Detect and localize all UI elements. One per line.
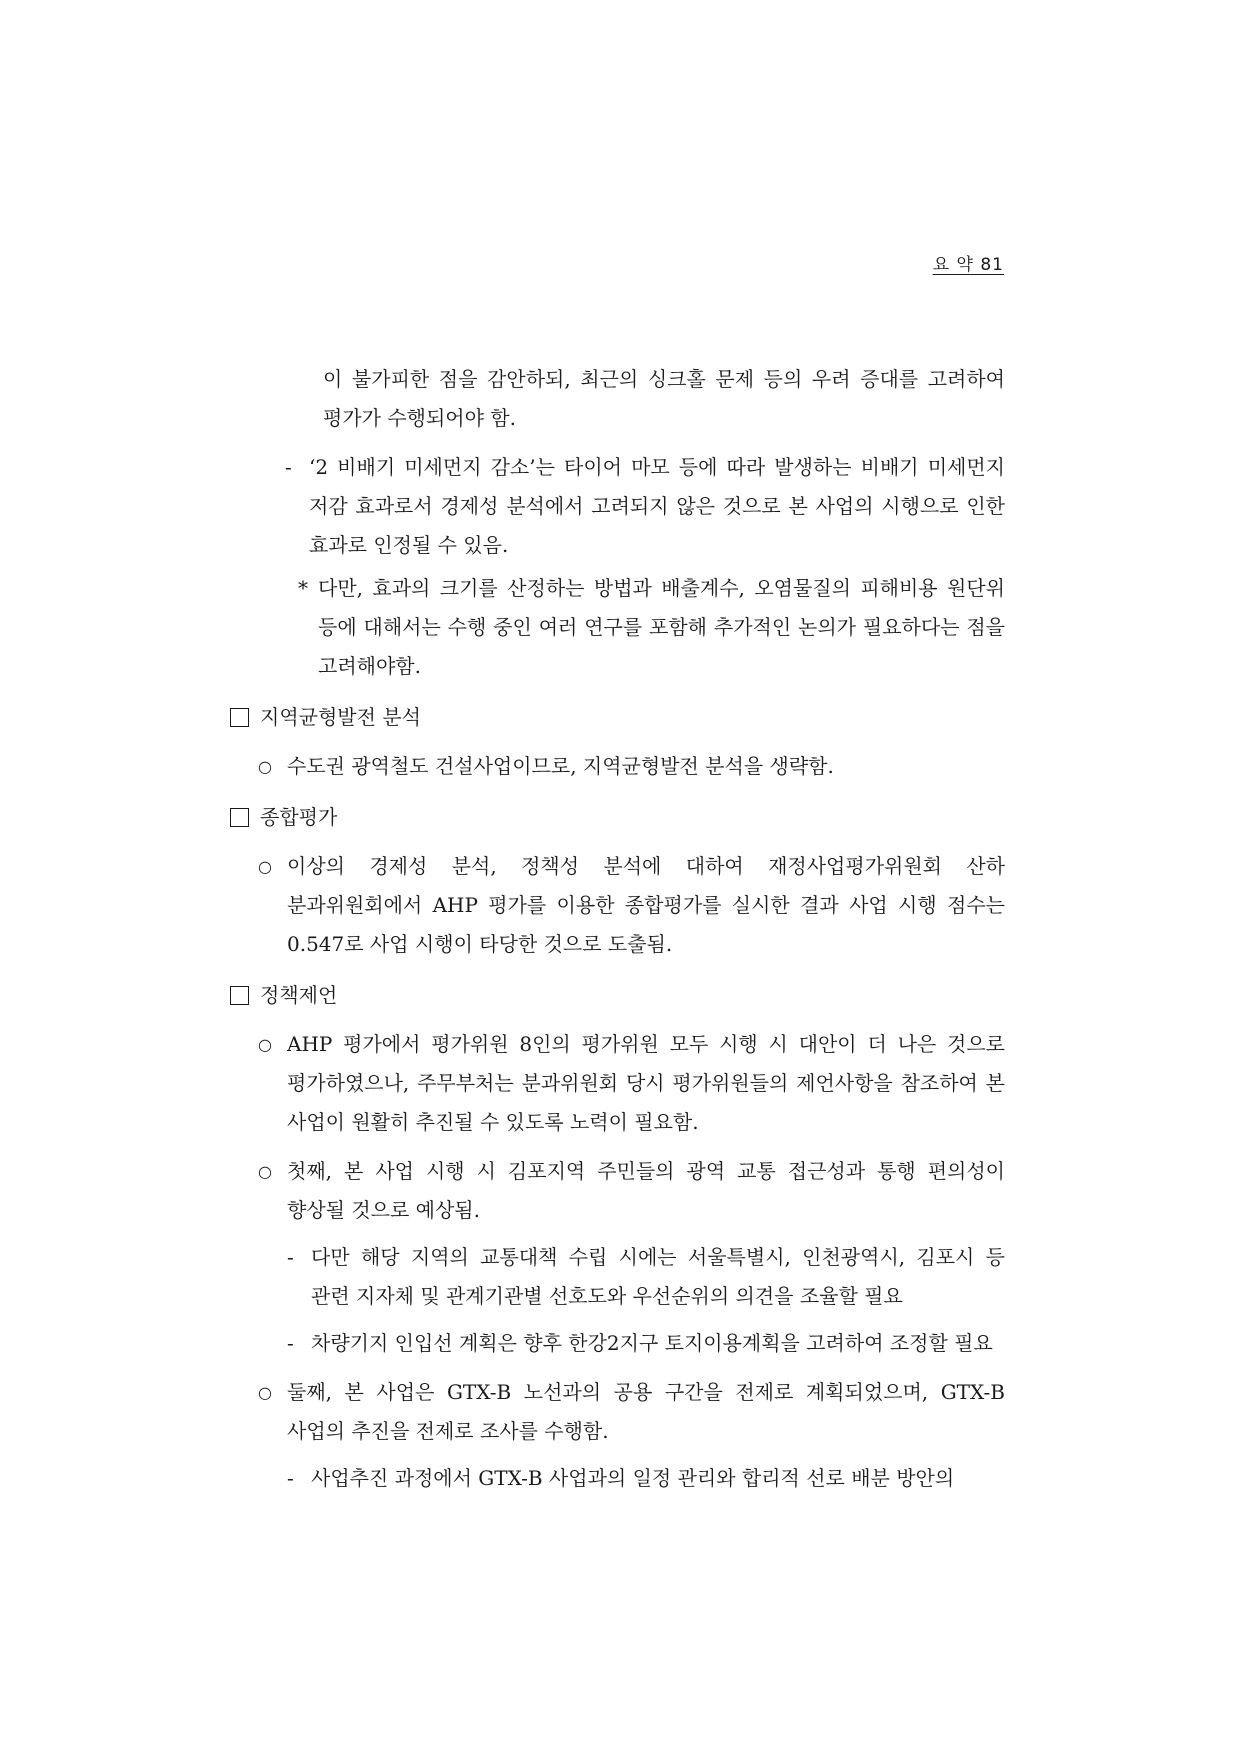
circle-bullet-icon: ○: [258, 757, 272, 776]
circle-bullet-icon: ○: [258, 1162, 272, 1181]
sub-item-text: 다만 해당 지역의 교통대책 수립 시에는 서울특별시, 인천광역시, 김포시 등 관련 지자체 및 관계기관별 선호도와 우선순위의 의견을 조율할 필요: [311, 1245, 1005, 1308]
bullet-text: 이상의 경제성 분석, 정책성 분석에 대하여 재정사업평가위원회 산하 분과위원회에서 AHP 평가를 이용한 종합평가를 실시한 결과 사업 시행 점수는 0.547로 사업 시행이 타당한 것으로 도출됨.: [287, 854, 1005, 956]
bullet-item: [258, 747, 1005, 786]
sub-item-text: 사업추진 과정에서 GTX-B 사업과의 일정 관리와 합리적 선로 배분 방안의: [311, 1466, 955, 1490]
page-header: 요 약 81: [932, 255, 1004, 275]
section-heading-overall-evaluation: [230, 798, 1005, 837]
circle-bullet-icon: ○: [258, 1035, 272, 1054]
bullet-item: [258, 1373, 1005, 1451]
bullet-text: 수도권 광역철도 건설사업이므로, 지역균형발전 분석을 생략함.: [287, 754, 834, 778]
bullet-text: 첫째, 본 사업 시행 시 김포지역 주민들의 광역 교통 접근성과 통행 편의성이 향상될 것으로 예상됨.: [287, 1159, 1005, 1222]
bullet-item: [258, 847, 1005, 964]
asterisk-marker: *: [298, 576, 308, 600]
bullet-text: 둘째, 본 사업은 GTX-B 노선과의 공용 구간을 전제로 계획되었으며, GTX-B 사업의 추진을 전제로 조사를 수행함.: [287, 1380, 1005, 1443]
sub-item: [287, 1324, 1005, 1363]
section-title: 지역균형발전 분석: [260, 705, 421, 729]
bullet-item: [258, 1152, 1005, 1230]
dash-marker: -: [287, 1466, 294, 1490]
sub-item: [287, 1238, 1005, 1316]
footnote-text: 다만, 효과의 크기를 산정하는 방법과 배출계수, 오염물질의 피해비용 원단위 등에 대해서는 수행 중인 여러 연구를 포함해 추가적인 논의가 필요하다는 점을 고려해야함.: [318, 576, 1005, 678]
checkbox-square-icon: [230, 708, 249, 727]
section-title: 종합평가: [260, 805, 338, 829]
circle-bullet-icon: ○: [258, 857, 272, 876]
dash-item-text: ‘2 비배기 미세먼지 감소’는 타이어 마모 등에 따라 발생하는 비배기 미세먼지 저감 효과로서 경제성 분석에서 고려되지 않은 것으로 본 사업의 시행으로 인한 효과로 인정될 수 있음.: [309, 455, 1005, 557]
section-heading-regional-balance: [230, 698, 1005, 737]
section-heading-policy-recommendations: [230, 976, 1005, 1015]
checkbox-square-icon: [230, 808, 249, 827]
section-title: 정책제언: [260, 983, 338, 1007]
dash-item: [285, 448, 1005, 565]
dash-marker: -: [287, 1331, 294, 1355]
circle-bullet-icon: ○: [258, 1383, 272, 1402]
document-body: [230, 360, 1005, 1498]
sub-item-text: 차량기지 인입선 계획은 향후 한강2지구 토지이용계획을 고려하여 조정할 필요: [311, 1331, 993, 1355]
bullet-item: [258, 1025, 1005, 1142]
continuation-paragraph: 이 불가피한 점을 감안하되, 최근의 싱크홀 문제 등의 우려 증대를 고려하여 평가가 수행되어야 함.: [323, 367, 1005, 430]
checkbox-square-icon: [230, 986, 249, 1005]
dash-marker: -: [285, 455, 292, 479]
bullet-text: AHP 평가에서 평가위원 8인의 평가위원 모두 시행 시 대안이 더 나은 것으로 평가하였으나, 주무부처는 분과위원회 당시 평가위원들의 제언사항을 참조하여 본 사업이 원활히 추진될 수 있도록 노력이 필요함.: [287, 1032, 1005, 1134]
footnote-item: [298, 569, 1005, 686]
dash-marker: -: [287, 1245, 294, 1269]
sub-item: [287, 1459, 1005, 1498]
